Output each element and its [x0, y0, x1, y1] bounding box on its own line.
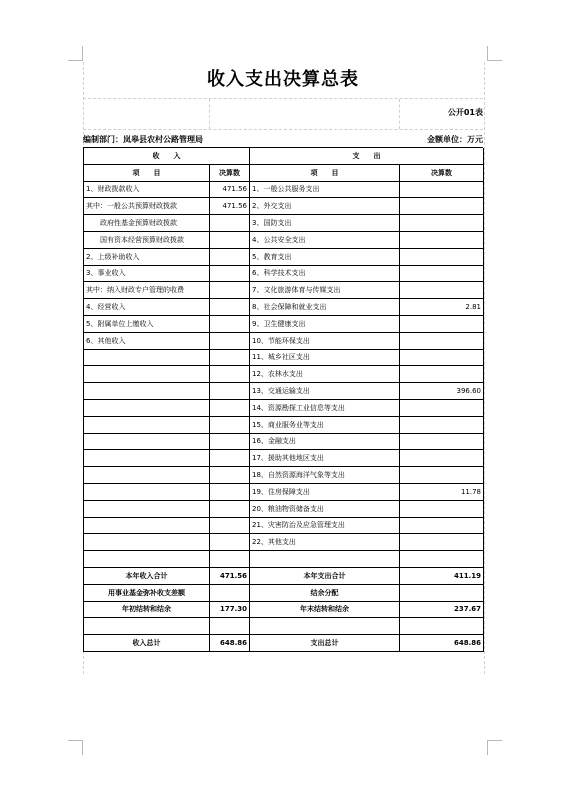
expense-amount — [400, 248, 484, 265]
report-page — [83, 62, 483, 654]
table-row — [84, 383, 484, 400]
income-item: 3、事业收入 — [84, 265, 210, 282]
grid-line — [399, 99, 400, 129]
expense-item: 10、节能环保支出 — [250, 332, 400, 349]
income-item — [84, 500, 210, 517]
table-row — [84, 517, 484, 534]
expense-item: 1、一般公共服务支出 — [250, 181, 400, 198]
expense-item: 18、自然资源海洋气象等支出 — [250, 467, 400, 484]
expense-amount — [400, 366, 484, 383]
expense-amount — [400, 198, 484, 215]
expense-amount: 2.81 — [400, 299, 484, 316]
table-row — [84, 299, 484, 316]
expense-item: 22、其他支出 — [250, 534, 400, 551]
income-item — [84, 433, 210, 450]
expense-total-amount — [400, 618, 484, 635]
income-amount — [210, 248, 250, 265]
table-row — [84, 349, 484, 366]
expense-total-label: 支出总计 — [250, 635, 400, 652]
expense-section-header: 支 出 — [250, 148, 484, 164]
income-item — [84, 467, 210, 484]
income-item — [84, 450, 210, 467]
footnote — [83, 652, 481, 654]
income-item: 1、财政拨款收入 — [84, 181, 210, 198]
income-amount: 471.56 — [210, 181, 250, 198]
income-amount — [210, 399, 250, 416]
total-row — [84, 635, 484, 652]
expense-item: 17、援助其他地区支出 — [250, 450, 400, 467]
table-code: 公开01表 — [447, 108, 483, 117]
income-expense-table — [83, 148, 484, 652]
total-row — [84, 584, 484, 601]
table-row — [84, 282, 484, 299]
income-total-amount — [210, 584, 250, 601]
expense-item: 5、教育支出 — [250, 248, 400, 265]
table-row — [84, 551, 484, 568]
income-item — [84, 517, 210, 534]
income-amount — [210, 349, 250, 366]
grid-line — [209, 99, 210, 129]
income-amount — [210, 500, 250, 517]
income-amount — [210, 383, 250, 400]
income-total-amount: 648.86 — [210, 635, 250, 652]
income-amount: 471.56 — [210, 198, 250, 215]
expense-amount — [400, 215, 484, 232]
expense-amount — [400, 467, 484, 484]
expense-item: 15、商业服务业等支出 — [250, 416, 400, 433]
expense-item: 4、公共安全支出 — [250, 231, 400, 248]
income-item — [84, 383, 210, 400]
expense-amount — [400, 416, 484, 433]
income-amount — [210, 551, 250, 568]
income-item: 其中：一般公共预算财政拨款 — [84, 198, 210, 215]
expense-total-amount: 237.67 — [400, 601, 484, 618]
expense-total-label — [250, 618, 400, 635]
crop-mark-top-right — [487, 46, 502, 61]
income-item: 6、其他收入 — [84, 332, 210, 349]
income-item — [84, 416, 210, 433]
income-total-amount: 471.56 — [210, 567, 250, 584]
expense-total-amount — [400, 584, 484, 601]
table-row — [84, 467, 484, 484]
income-amount — [210, 315, 250, 332]
expense-item: 19、住房保障支出 — [250, 483, 400, 500]
expense-item — [250, 551, 400, 568]
expense-amount — [400, 231, 484, 248]
income-item — [84, 534, 210, 551]
expense-amount — [400, 315, 484, 332]
compiling-department: 编制部门：岚皋县农村公路管理局 — [83, 135, 203, 144]
table-row — [84, 416, 484, 433]
total-row — [84, 618, 484, 635]
expense-item: 2、外交支出 — [250, 198, 400, 215]
income-amount — [210, 265, 250, 282]
expense-item: 16、金融支出 — [250, 433, 400, 450]
expense-total-amount: 411.19 — [400, 567, 484, 584]
expense-amount — [400, 399, 484, 416]
subheader-row — [83, 99, 483, 130]
info-row — [83, 130, 483, 148]
income-total-label: 年初结转和结余 — [84, 601, 210, 618]
crop-mark-top-left — [68, 46, 83, 61]
income-amount — [210, 299, 250, 316]
expense-item: 13、交通运输支出 — [250, 383, 400, 400]
table-row — [84, 366, 484, 383]
crop-mark-bottom-left — [68, 740, 83, 755]
expense-amount — [400, 265, 484, 282]
income-amount — [210, 433, 250, 450]
amount-unit: 金额单位：万元 — [427, 135, 483, 144]
table-row — [84, 450, 484, 467]
expense-amount: 396.60 — [400, 383, 484, 400]
income-amount — [210, 366, 250, 383]
income-amount — [210, 282, 250, 299]
expense-total-label: 结余分配 — [250, 584, 400, 601]
expense-item: 12、农林水支出 — [250, 366, 400, 383]
column-header-row — [84, 164, 484, 181]
table-row — [84, 399, 484, 416]
expense-amount-header: 决算数 — [400, 164, 484, 181]
expense-item: 6、科学技术支出 — [250, 265, 400, 282]
table-row — [84, 500, 484, 517]
expense-item: 20、粮油物资储备支出 — [250, 500, 400, 517]
total-row — [84, 601, 484, 618]
expense-amount — [400, 450, 484, 467]
total-row — [84, 567, 484, 584]
table-row — [84, 248, 484, 265]
income-amount — [210, 231, 250, 248]
table-row — [84, 198, 484, 215]
income-amount — [210, 534, 250, 551]
income-total-label — [84, 618, 210, 635]
income-amount — [210, 215, 250, 232]
table-body — [84, 148, 484, 651]
expense-total-label: 年末结转和结余 — [250, 601, 400, 618]
expense-item: 21、灾害防治及应急管理支出 — [250, 517, 400, 534]
expense-total-amount: 648.86 — [400, 635, 484, 652]
income-item — [84, 366, 210, 383]
income-total-amount — [210, 618, 250, 635]
report-title: 收入支出决算总表 — [83, 62, 483, 99]
income-total-label: 收入总计 — [84, 635, 210, 652]
expense-item-header: 项 目 — [250, 164, 400, 181]
income-item-header: 项 目 — [84, 164, 210, 181]
income-amount — [210, 467, 250, 484]
income-total-amount: 177.30 — [210, 601, 250, 618]
expense-amount — [400, 517, 484, 534]
expense-amount: 11.78 — [400, 483, 484, 500]
section-header-row — [84, 148, 484, 164]
table-row — [84, 231, 484, 248]
expense-amount — [400, 349, 484, 366]
income-item — [84, 349, 210, 366]
expense-amount — [400, 500, 484, 517]
expense-amount — [400, 282, 484, 299]
table-row — [84, 181, 484, 198]
expense-item: 14、资源勘探工业信息等支出 — [250, 399, 400, 416]
income-item: 2、上级补助收入 — [84, 248, 210, 265]
income-item: 其中：纳入财政专户管理的收费 — [84, 282, 210, 299]
income-amount — [210, 517, 250, 534]
expense-item: 7、文化旅游体育与传媒支出 — [250, 282, 400, 299]
income-total-label: 用事业基金弥补收支差额 — [84, 584, 210, 601]
table-row — [84, 534, 484, 551]
income-item: 国有资本经营预算财政拨款 — [84, 231, 210, 248]
income-item: 4、经营收入 — [84, 299, 210, 316]
expense-item: 11、城乡社区支出 — [250, 349, 400, 366]
table-row — [84, 483, 484, 500]
table-row — [84, 433, 484, 450]
expense-amount — [400, 534, 484, 551]
expense-item: 9、卫生健康支出 — [250, 315, 400, 332]
income-amount — [210, 483, 250, 500]
income-item: 5、附属单位上缴收入 — [84, 315, 210, 332]
expense-amount — [400, 433, 484, 450]
income-amount — [210, 450, 250, 467]
table-row — [84, 332, 484, 349]
crop-mark-bottom-right — [487, 740, 502, 755]
income-amount-header: 决算数 — [210, 164, 250, 181]
expense-total-label: 本年支出合计 — [250, 567, 400, 584]
expense-item: 3、国防支出 — [250, 215, 400, 232]
income-total-label: 本年收入合计 — [84, 567, 210, 584]
income-amount — [210, 416, 250, 433]
expense-amount — [400, 551, 484, 568]
expense-amount — [400, 181, 484, 198]
income-item — [84, 399, 210, 416]
income-section-header: 收 入 — [84, 148, 250, 164]
income-item: 政府性基金预算财政拨款 — [84, 215, 210, 232]
income-amount — [210, 332, 250, 349]
income-item — [84, 551, 210, 568]
table-row — [84, 265, 484, 282]
expense-item: 8、社会保障和就业支出 — [250, 299, 400, 316]
expense-amount — [400, 332, 484, 349]
income-item — [84, 483, 210, 500]
table-row — [84, 315, 484, 332]
table-row — [84, 215, 484, 232]
